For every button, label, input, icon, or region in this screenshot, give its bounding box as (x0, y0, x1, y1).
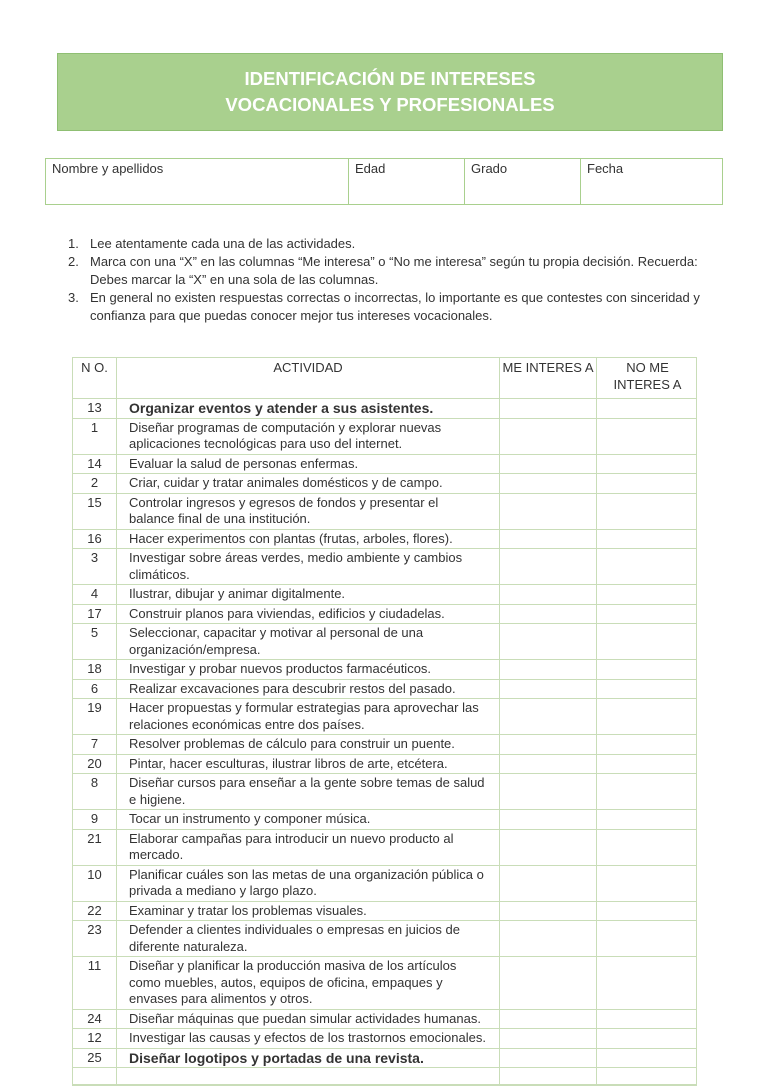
me-interesa-cell[interactable] (500, 419, 597, 454)
table-row (73, 494, 696, 530)
form-title-line2: VOCACIONALES Y PROFESIONALES (225, 94, 555, 115)
me-interesa-cell[interactable] (500, 957, 597, 1009)
activity-text: Planificar cuáles son las metas de una organización pública o privada a mediano y largo plazo. (117, 866, 500, 901)
activity-text: Construir planos para viviendas, edificios y ciudadelas. (117, 605, 500, 624)
no-me-interesa-cell[interactable] (597, 624, 698, 659)
no-me-interesa-cell[interactable] (597, 1010, 698, 1029)
activity-number: 20 (73, 755, 117, 774)
no-me-interesa-cell[interactable] (597, 585, 698, 604)
me-interesa-cell[interactable] (500, 549, 597, 584)
table-row (73, 624, 696, 660)
grade-label: Grado (471, 161, 508, 176)
grade-field[interactable] (465, 159, 581, 204)
me-interesa-cell[interactable] (500, 585, 597, 604)
student-info-table (45, 158, 723, 205)
me-interesa-cell[interactable] (500, 902, 597, 921)
activities-table (72, 357, 697, 1086)
activity-text: Diseñar cursos para enseñar a la gente sobre temas de salud e higiene. (117, 774, 500, 809)
activity-text: Evaluar la salud de personas enfermas. (117, 455, 500, 474)
activity-text: Defender a clientes individuales o empresas en juicios de diferente naturaleza. (117, 921, 500, 956)
activity-number: 4 (73, 585, 117, 604)
no-me-interesa-cell[interactable] (597, 921, 698, 956)
me-interesa-cell[interactable] (500, 474, 597, 493)
activity-text: Diseñar y planificar la producción masiva de los artículos como muebles, autos, equipos de oficina, empaques y envases para alimentos y otros. (117, 957, 500, 1009)
me-interesa-cell[interactable] (500, 530, 597, 549)
no-me-interesa-cell[interactable] (597, 530, 698, 549)
activity-text: Diseñar programas de computación y explorar nuevas aplicaciones tecnológicas para uso del internet. (117, 419, 500, 454)
no-me-interesa-cell[interactable] (597, 605, 698, 624)
table-row (73, 866, 696, 902)
form-title-banner (57, 53, 723, 131)
activity-text: Seleccionar, capacitar y motivar al personal de una organización/empresa. (117, 624, 500, 659)
activity-number: 23 (73, 921, 117, 956)
no-me-interesa-cell[interactable] (597, 399, 698, 418)
activity-text: Pintar, hacer esculturas, ilustrar libros de arte, etcétera. (117, 755, 500, 774)
no-me-interesa-cell[interactable] (597, 680, 698, 699)
activity-number: 3 (73, 549, 117, 584)
activity-number: 17 (73, 605, 117, 624)
activity-text: Resolver problemas de cálculo para construir un puente. (117, 735, 500, 754)
activity-number: 15 (73, 494, 117, 529)
no-me-interesa-cell[interactable] (597, 1029, 698, 1048)
activity-text: Diseñar logotipos y portadas de una revista. (117, 1049, 500, 1068)
no-me-interesa-cell[interactable] (597, 810, 698, 829)
me-interesa-cell[interactable] (500, 921, 597, 956)
table-row (73, 957, 696, 1010)
no-me-interesa-cell[interactable] (597, 660, 698, 679)
form-title-line1: IDENTIFICACIÓN DE INTERESES (244, 68, 536, 89)
table-row (73, 921, 696, 957)
table-row (73, 419, 696, 455)
activity-text: Controlar ingresos y egresos de fondos y presentar el balance final de una institución. (117, 494, 500, 529)
me-interesa-cell[interactable] (500, 660, 597, 679)
no-me-interesa-cell[interactable] (597, 902, 698, 921)
activity-number: 13 (73, 399, 117, 418)
no-me-interesa-cell[interactable] (597, 455, 698, 474)
table-row (73, 455, 696, 475)
activity-text: Investigar las causas y efectos de los trastornos emocionales. (117, 1029, 500, 1048)
table-header-row (73, 358, 696, 399)
activity-number: 22 (73, 902, 117, 921)
activity-text: Tocar un instrumento y componer música. (117, 810, 500, 829)
activity-text: Examinar y tratar los problemas visuales. (117, 902, 500, 921)
no-me-interesa-cell[interactable] (597, 866, 698, 901)
me-interesa-cell[interactable] (500, 774, 597, 809)
table-row (73, 810, 696, 830)
header-no-me-interesa: NO ME INTERES A (613, 360, 682, 392)
date-field[interactable] (581, 159, 722, 204)
activity-text: Investigar y probar nuevos productos farmacéuticos. (117, 660, 500, 679)
name-field[interactable] (46, 159, 349, 204)
activity-number: 12 (73, 1029, 117, 1048)
table-row (73, 902, 696, 922)
table-body (73, 399, 696, 1068)
activity-text: Hacer experimentos con plantas (frutas, arboles, flores). (117, 530, 500, 549)
activity-number: 1 (73, 419, 117, 454)
table-row (73, 585, 696, 605)
activity-number: 5 (73, 624, 117, 659)
table-row (73, 1049, 696, 1069)
no-me-interesa-cell[interactable] (597, 735, 698, 754)
me-interesa-cell[interactable] (500, 494, 597, 529)
me-interesa-cell[interactable] (500, 810, 597, 829)
no-me-interesa-cell[interactable] (597, 1049, 698, 1068)
me-interesa-cell[interactable] (500, 624, 597, 659)
age-field[interactable] (349, 159, 465, 204)
activity-number: 24 (73, 1010, 117, 1029)
me-interesa-cell[interactable] (500, 699, 597, 734)
date-label: Fecha (587, 161, 624, 176)
table-row-empty (73, 1068, 696, 1085)
activity-text: Investigar sobre áreas verdes, medio ambiente y cambios climáticos. (117, 549, 500, 584)
me-interesa-cell[interactable] (500, 455, 597, 474)
table-row (73, 699, 696, 735)
me-interesa-cell[interactable] (500, 605, 597, 624)
header-number: N O. (73, 358, 117, 398)
me-interesa-cell[interactable] (500, 866, 597, 901)
me-interesa-cell[interactable] (500, 735, 597, 754)
instruction-text: En general no existen respuestas correctas o incorrectas, lo importante es que contestes con sinceridad y confianza para que puedas conocer mejor tus intereses vocacionales. (90, 290, 700, 323)
no-me-interesa-cell[interactable] (597, 755, 698, 774)
table-row (73, 1029, 696, 1049)
no-me-interesa-cell[interactable] (597, 419, 698, 454)
activity-number: 18 (73, 660, 117, 679)
activity-text: Hacer propuestas y formular estrategias para aprovechar las relaciones económicas entre dos países. (117, 699, 500, 734)
no-me-interesa-cell[interactable] (597, 830, 698, 865)
me-interesa-cell[interactable] (500, 680, 597, 699)
table-row (73, 680, 696, 700)
table-row (73, 755, 696, 775)
activity-text: Diseñar máquinas que puedan simular actividades humanas. (117, 1010, 500, 1029)
activity-number: 11 (73, 957, 117, 1009)
activity-number: 8 (73, 774, 117, 809)
instruction-item (62, 289, 722, 325)
activity-number: 6 (73, 680, 117, 699)
name-label: Nombre y apellidos (52, 161, 164, 176)
activity-number: 25 (73, 1049, 117, 1068)
me-interesa-cell[interactable] (500, 755, 597, 774)
table-row (73, 660, 696, 680)
no-me-interesa-cell[interactable] (597, 957, 698, 1009)
no-me-interesa-cell[interactable] (597, 699, 698, 734)
activity-text: Realizar excavaciones para descubrir restos del pasado. (117, 680, 500, 699)
instruction-number: 3. (68, 290, 79, 305)
table-row (73, 1010, 696, 1030)
me-interesa-cell[interactable] (500, 1010, 597, 1029)
activity-number: 2 (73, 474, 117, 493)
table-row (73, 735, 696, 755)
no-me-interesa-cell[interactable] (597, 549, 698, 584)
table-row (73, 774, 696, 810)
activity-text: Elaborar campañas para introducir un nuevo producto al mercado. (117, 830, 500, 865)
activity-number: 21 (73, 830, 117, 865)
instruction-number: 1. (68, 236, 79, 251)
table-row (73, 549, 696, 585)
instruction-item (62, 235, 722, 253)
table-row (73, 830, 696, 866)
table-row (73, 474, 696, 494)
activity-number: 19 (73, 699, 117, 734)
activity-number: 9 (73, 810, 117, 829)
activity-text: Organizar eventos y atender a sus asistentes. (117, 399, 500, 418)
age-label: Edad (355, 161, 386, 176)
activity-text: Criar, cuidar y tratar animales domésticos y de campo. (117, 474, 500, 493)
table-row (73, 605, 696, 625)
no-me-interesa-cell[interactable] (597, 774, 698, 809)
instruction-item (62, 253, 722, 289)
me-interesa-cell[interactable] (500, 1049, 597, 1068)
instruction-text: Lee atentamente cada una de las actividades. (90, 236, 356, 251)
table-row (73, 399, 696, 419)
header-me-interesa: ME INTERES A (500, 358, 597, 398)
instruction-number: 2. (68, 254, 79, 269)
me-interesa-cell[interactable] (500, 1029, 597, 1048)
activity-number: 10 (73, 866, 117, 901)
activity-number: 7 (73, 735, 117, 754)
activity-number: 14 (73, 455, 117, 474)
instruction-text: Marca con una “X” en las columnas “Me interesa” o “No me interesa” según tu propia decisión. Recuerda: Debes marcar la “X” en una sola de las columnas. (90, 254, 698, 287)
no-me-interesa-cell[interactable] (597, 474, 698, 493)
no-me-interesa-cell[interactable] (597, 494, 698, 529)
header-activity: ACTIVIDAD (117, 358, 500, 398)
activity-number: 16 (73, 530, 117, 549)
me-interesa-cell[interactable] (500, 399, 597, 418)
activity-text: Ilustrar, dibujar y animar digitalmente. (117, 585, 500, 604)
me-interesa-cell[interactable] (500, 830, 597, 865)
instructions-list (62, 235, 722, 325)
table-row (73, 530, 696, 550)
